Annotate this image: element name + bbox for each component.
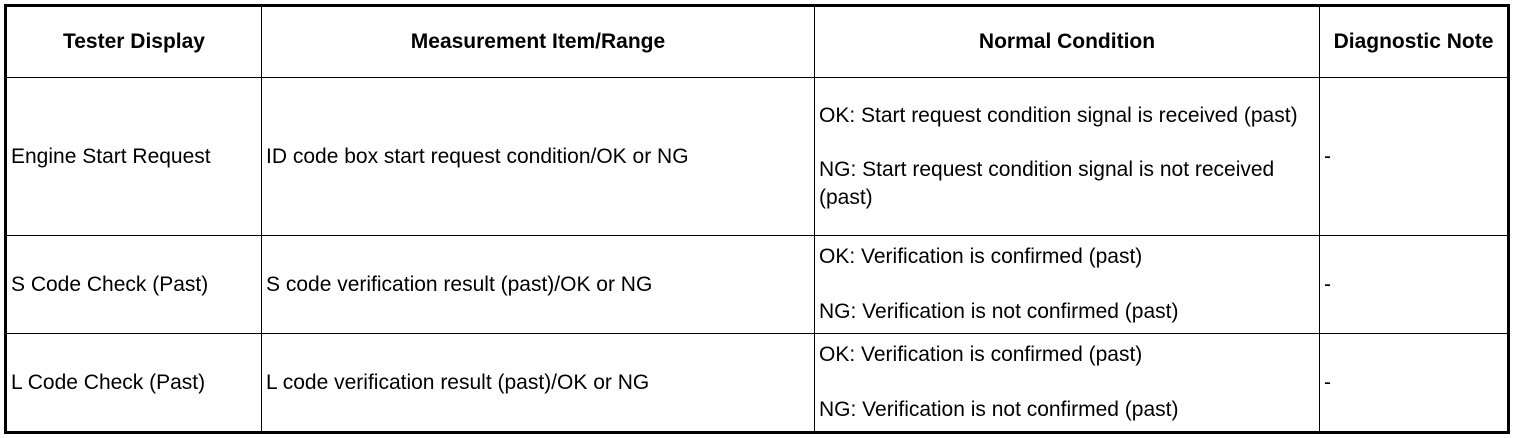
cell-measurement: S code verification result (past)/OK or NG xyxy=(262,236,815,334)
header-diagnostic-note: Diagnostic Note xyxy=(1320,6,1509,78)
cell-diagnostic-note: - xyxy=(1320,334,1509,433)
header-tester-display: Tester Display xyxy=(6,6,262,78)
condition-ng: NG: Verification is not confirmed (past) xyxy=(819,398,1179,421)
table-header-row xyxy=(6,6,1509,78)
condition-spacer xyxy=(819,130,1315,156)
condition-ng: NG: Verification is not confirmed (past) xyxy=(819,300,1179,323)
header-normal-condition: Normal Condition xyxy=(815,6,1320,78)
condition-ng: NG: Start request condition signal is not received (past) xyxy=(819,157,1275,209)
table-row xyxy=(6,78,1509,236)
cell-tester-display: L Code Check (Past) xyxy=(6,334,262,433)
cell-measurement: ID code box start request condition/OK or NG xyxy=(262,78,815,236)
table-row xyxy=(6,334,1509,433)
cell-measurement: L code verification result (past)/OK or NG xyxy=(262,334,815,433)
cell-tester-display: S Code Check (Past) xyxy=(6,236,262,334)
condition-spacer xyxy=(819,369,1315,396)
header-measurement-item-range: Measurement Item/Range xyxy=(262,6,815,78)
cell-normal-condition xyxy=(815,78,1320,236)
condition-ok: OK: Start request condition signal is received (past) xyxy=(819,103,1298,127)
cell-normal-condition xyxy=(815,334,1320,433)
cell-tester-display: Engine Start Request xyxy=(6,78,262,236)
cell-normal-condition xyxy=(815,236,1320,334)
cell-diagnostic-note: - xyxy=(1320,236,1509,334)
cell-diagnostic-note: - xyxy=(1320,78,1509,236)
data-list-table xyxy=(4,4,1510,434)
table-row xyxy=(6,236,1509,334)
condition-spacer xyxy=(819,271,1315,298)
condition-ok: OK: Verification is confirmed (past) xyxy=(819,343,1143,366)
condition-ok: OK: Verification is confirmed (past) xyxy=(819,245,1143,268)
